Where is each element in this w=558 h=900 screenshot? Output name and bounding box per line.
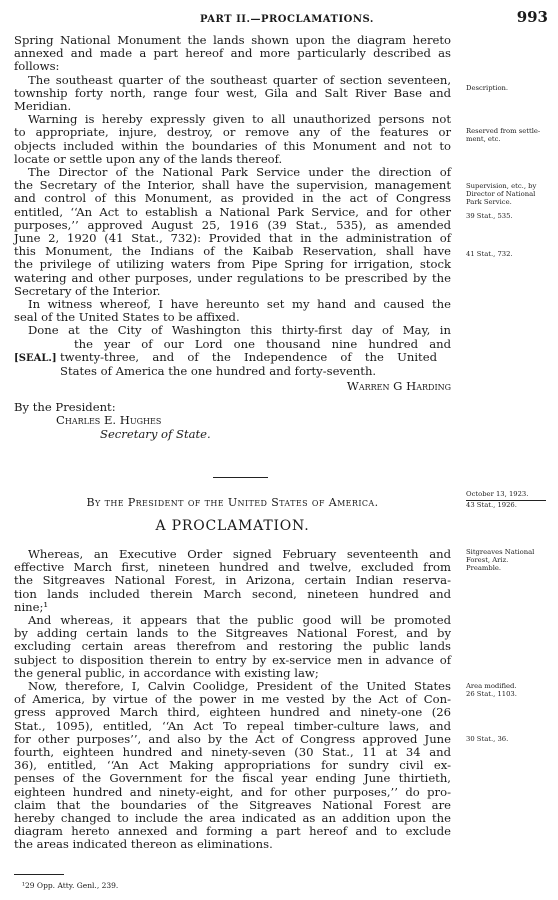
running-title: PART II.—PROCLAMATIONS. [200,14,374,25]
footnote: ¹29 Opp. Atty. Genl., 239. [22,881,119,890]
paragraph-description: The southeast quarter of the southeast quarter of section seventeen, township forty north, range four west, Gila and Salt River Base and Meridian. [14,72,451,114]
paragraph-done-at: Done at the City of Washington this thirty-first day of May, in the year of our Lord one thousand nine hundred and [SEAL.] twenty-three, and of the Independence of the United States of America the one hundred and forty-seventh. [14,323,451,379]
proclamation-2-byline: By the President of the United States of America. [86,496,379,509]
paragraph-and-whereas: And whereas, it appears that the public good will be promoted by adding certain lands to the Sitgreaves National Forest, and by excluding certain areas therefrom and restoring the public lands subject to disposition therein to entry by ex-service men in advance of the general public, in accordance with existing law; [14,613,451,680]
paragraph-now-therefore: Now, therefore, I, Calvin Coolidge, President of the United States of America, by virtue of the power in me vested by the Act of Con- gress approved March third, eighteen hundred and ninety-one (26 Stat., 1095), entitled, ‘‘An Act To repeal timber-culture laws, and for other purposes’’, and also by the Act of Congress approved June fourth, eighteen hundred and ninety-seven (30 Stat., 11 at 34 and 36), entitled, ‘‘An Act Making appropriations for sundry civil ex- penses of the Government for the fiscal year ending June thirtieth, eighteen hundred and ninety-eight, and for other purposes,’’ do pro- claim that the boundaries of the Sitgreaves National Forest are hereby changed to include the area indicated as an addition upon the diagram hereto annexed and forming a part hereof and to exclude the areas indicated thereon as eliminations. [14,679,451,852]
secretary-title: Secretary of State. [100,426,211,441]
margin-note-39-stat: 39 Stat., 535. [466,212,513,220]
attestation [14,401,451,441]
proclamation-2-body [14,548,451,852]
paragraph-lands: Spring National Monument the lands shown upon the diagram hereto annexed and made a part hereof and more particularly described as follows: [14,33,451,74]
margin-note-sitgreaves: Sitgreaves National Forest, Ariz. Preamble. [466,548,535,572]
proclamation-1-body [14,34,451,441]
margin-note-reserved: Reserved from settle- ment, etc. [466,127,541,143]
page-header [0,6,558,28]
paragraph-supervision: The Director of the National Park Service under the direction of the Secretary of the Interior, shall have the supervision, management and control of this Monument, as provided in the act of Congress entitled, ‘‘An Act to establish a National Park Service, and for other purposes,’’ approved August 25, 1916 (39 Stat., 535), as amended June 2, 1920 (41 Stat., 732): Provided that in the administration of this Monument, the Indians of the Kaibab Reservation, shall have the privilege of utilizing waters from Pipe Spring for irrigation, stock watering and other purposes, under regulations to be prescribed by the Secretary of the Interior. [14,165,451,298]
page-number: 993 [516,8,548,26]
margin-note-30-stat: 30 Stat., 36. [466,735,509,743]
seal-mark: [SEAL.] [14,352,57,364]
paragraph-warning: Warning is hereby expressly given to all unauthorized persons not to appropriate, injure, destroy, or remove any of the features or objects included within the boundaries of this Monument and not to locate or settle upon any of the lands thereof. [14,112,451,166]
section-divider [213,477,268,478]
margin-note-date: October 13, 1923. 43 Stat., 1926. [466,490,554,509]
margin-note-supervision: Supervision, etc., by Director of National Park Service. [466,182,537,206]
signature-harding: Warren G Harding [346,379,451,394]
margin-note-area-modified: Area modified. 26 Stat., 1103. [466,682,517,698]
paragraph-witness: In witness whereof, I have hereunto set my hand and caused the seal of the United States to be affixed. [14,297,451,325]
footnote-rule [14,874,64,875]
by-the-president: By the President: [14,400,116,415]
paragraph-whereas: Whereas, an Executive Order signed February seventeenth and effective March first, nineteen hundred and twelve, excluded from the Sitgreaves National Forest, in Arizona, certain Indian reserva- tion lands included therein March second, nineteen hundred and nine;¹ [14,547,451,614]
proclamation-2-title: A PROCLAMATION. [155,518,310,534]
secretary-name: Charles E. Hughes [56,413,162,428]
margin-note-description: Description. [466,84,509,92]
margin-note-41-stat: 41 Stat., 732. [466,250,513,258]
